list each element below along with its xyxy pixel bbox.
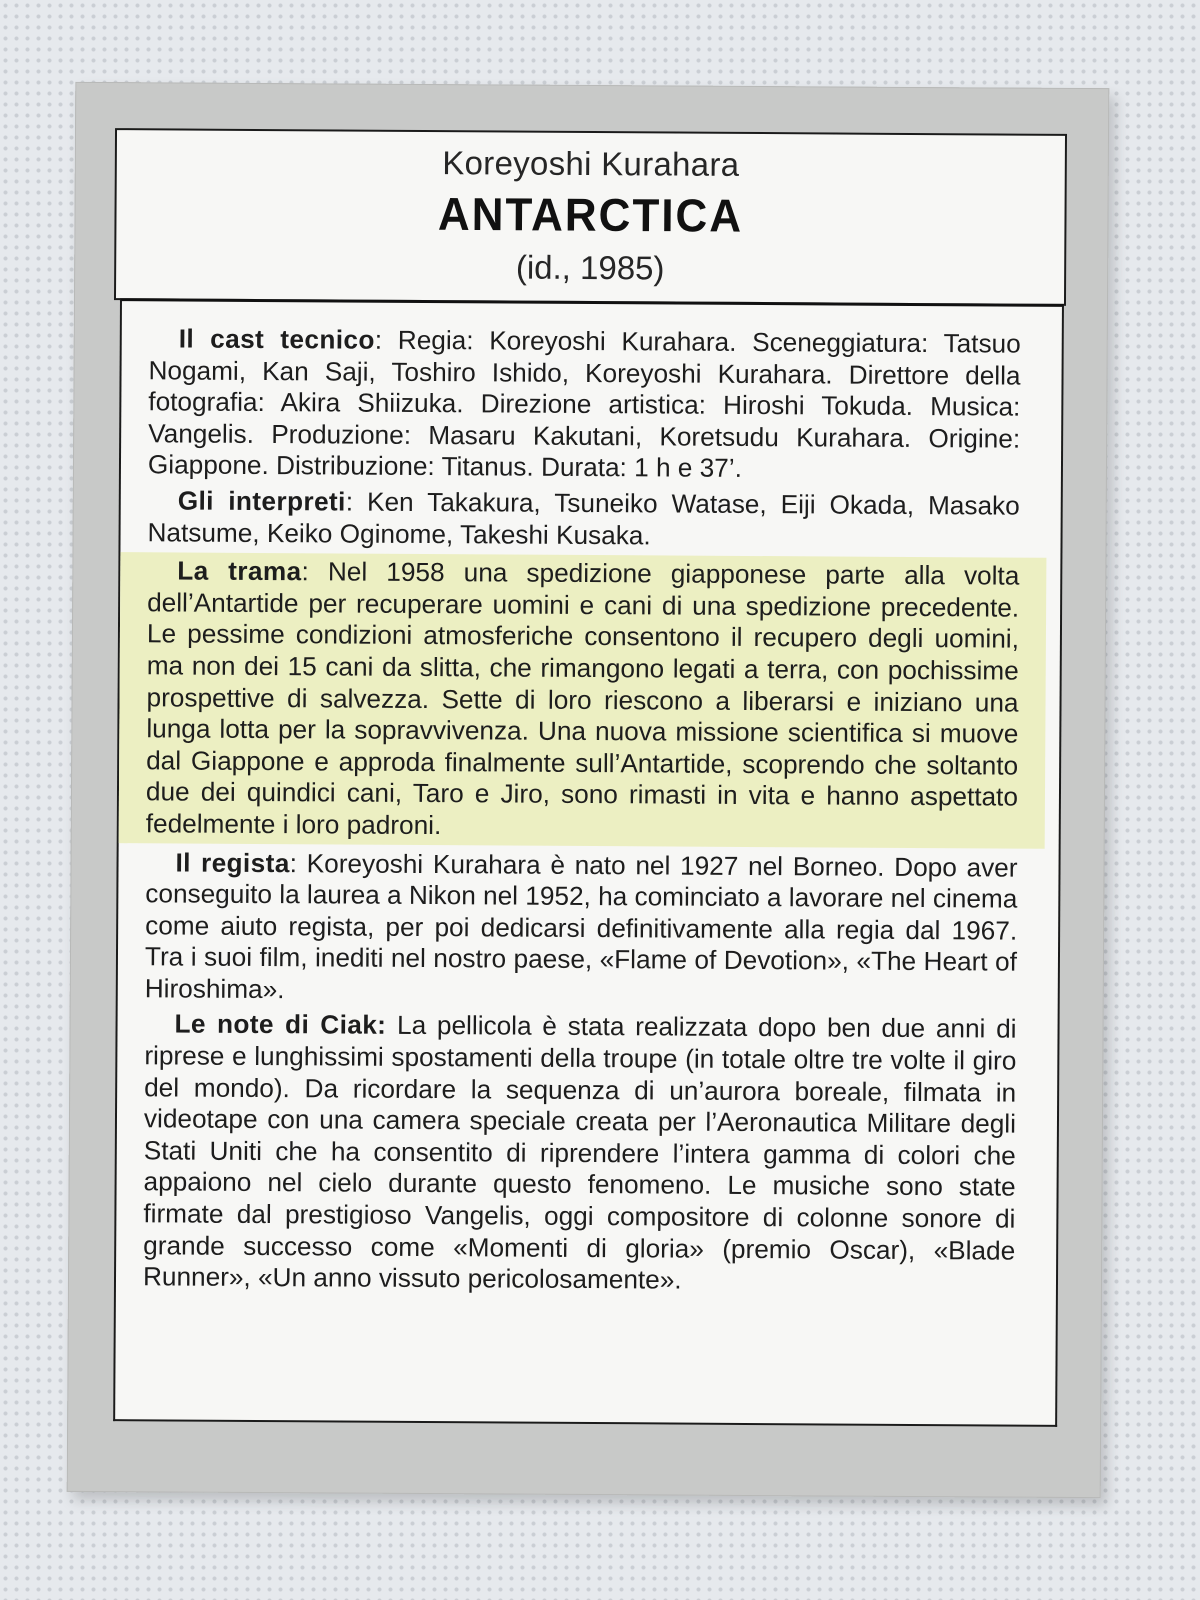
section-regista [145, 847, 1018, 1010]
section-interpreti [147, 485, 1019, 554]
section-label: La trama [177, 555, 302, 587]
section-text: Koreyoshi Kurahara è nato nel 1927 nel Borneo. Dopo aver conseguito la laurea a Nikon nel 1952, ha cominciato a lavorare nel cinema come aiuto regista, per poi dedicarsi definitivamente alla regia dal 1967. Tra i suoi film, inediti nel nostro paese, «Flame of Devotion», «The Heart of Hiroshima». [144, 847, 1018, 1005]
section-label: Il cast tecnico [178, 323, 375, 355]
card-header [114, 128, 1067, 306]
card-text [143, 323, 1021, 1302]
section-note-ciak [143, 1009, 1017, 1299]
section-separator [386, 1010, 397, 1040]
section-text: Regia: Koreyoshi Kurahara. Sceneggiatura: Tatsuo Nogami, Kan Saji, Toshiro Ishido, Koreyoshi Kurahara. Direttore della fotografia: Akira Shiizuka. Direzione artistica: Hiroshi Tokuda. Musica: Vangelis. Produzione: Masaru Kakutani, Koretsudu Kurahara. Origine: Giappone. Distribuzione: Titanus. Durata: 1 h e 37’. [147, 324, 1021, 484]
section-cast-tecnico [148, 323, 1021, 486]
director-name: Koreyoshi Kurahara [442, 144, 740, 183]
section-trama [119, 552, 1047, 848]
section-text: Ken Takakura, Tsuneiko Watase, Eiji Okada, Masako Natsume, Keiko Oginome, Takeshi Kusaka. [147, 486, 1020, 550]
film-card [67, 82, 1110, 1498]
film-subtitle: (id., 1985) [515, 248, 665, 287]
section-text: La pellicola è stata realizzata dopo ben due anni di riprese e lunghissimi spostamenti della troupe (in totale oltre tre volte il giro del mondo). Da ricordare la sequenza di un’aurora boreale, filmata in videotape con una camera speciale creata per l’Aeronautica Militare degli Stati Uniti che ha consentito di riprendere l’intera gamma di colori che appaiono nel cielo durante questo fenomeno. Le musiche sono state firmate dal prestigioso Vangelis, oggi compositore di colonne sonore di grande successo come «Momenti di gloria» (premio Oscar), «Blade Runner», «Un anno vissuto pericolosamente». [142, 1010, 1017, 1295]
section-separator: : [289, 847, 307, 878]
section-separator: : [301, 556, 329, 587]
section-label: Il regista [175, 846, 290, 878]
film-title: ANTARCTICA [437, 188, 744, 243]
section-label: Le note di Ciak: [174, 1008, 387, 1041]
section-text: Nel 1958 una spedizione giapponese parte alla volta dell’Antartide per recuperare uomini e cani di una spedizione precedente. Le pessime condizioni atmosferiche consentono il recupero degli uomini, ma non dei 15 cani da slitta, che rimangono legati a terra, con pochissime prospettive di salvezza. Sette di loro riescono a liberarsi e iniziano una lunga lotta per la sopravvivenza. Una nuova missione scientifica si muove dal Giappone e approda finalmente sull’Antartide, scoprendo che soltanto due dei quindici cani, Taro e Jiro, sono rimasti in vita e hanno aspettato fedelmente i loro padroni. [145, 556, 1020, 841]
section-label: Gli interpreti [177, 485, 346, 517]
section-separator: : [374, 324, 398, 355]
section-separator: : [345, 486, 368, 517]
card-body [113, 298, 1064, 1427]
